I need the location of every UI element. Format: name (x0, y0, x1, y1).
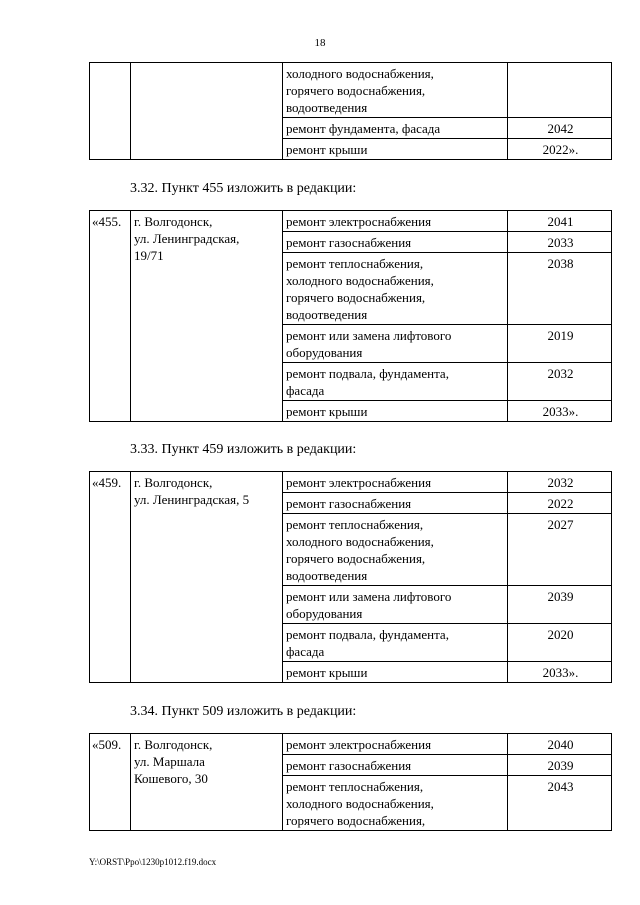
year-cell: 2033 (508, 232, 612, 253)
work-type-cell: ремонт теплоснабжения, холодного водоснабжения, горячего водоснабжения, (283, 776, 508, 831)
year-cell: 2019 (508, 325, 612, 363)
repair-table (89, 471, 612, 683)
year-cell: 2033». (508, 401, 612, 422)
work-type-cell: ремонт электроснабжения (283, 472, 508, 493)
table-row (90, 63, 612, 118)
work-type-cell: ремонт электроснабжения (283, 211, 508, 232)
work-type-cell: ремонт газоснабжения (283, 493, 508, 514)
work-type-cell: ремонт теплоснабжения, холодного водоснабжения, горячего водоснабжения, водоотведения (283, 253, 508, 325)
item-heading-509: 3.34. Пункт 509 изложить в редакции: (130, 704, 357, 719)
year-cell: 2041 (508, 211, 612, 232)
year-cell: 2022 (508, 493, 612, 514)
item-heading-455: 3.32. Пункт 455 изложить в редакции: (130, 181, 357, 196)
repair-table (89, 62, 612, 160)
repair-table (89, 733, 612, 831)
year-cell: 2042 (508, 118, 612, 139)
work-type-cell: ремонт крыши (283, 401, 508, 422)
item-number-cell (90, 63, 131, 160)
item-number-cell: «459. (90, 472, 131, 683)
work-type-cell: ремонт газоснабжения (283, 755, 508, 776)
year-cell: 2033». (508, 662, 612, 683)
work-type-cell: ремонт фундамента, фасада (283, 118, 508, 139)
work-type-cell: ремонт или замена лифтового оборудования (283, 325, 508, 363)
year-cell: 2027 (508, 514, 612, 586)
item-number-cell: «509. (90, 734, 131, 831)
year-cell: 2043 (508, 776, 612, 831)
year-cell: 2032 (508, 472, 612, 493)
year-cell (508, 63, 612, 118)
address-cell: г. Волгодонск, ул. Ленинградская, 19/71 (131, 211, 283, 422)
year-cell: 2038 (508, 253, 612, 325)
table-row (90, 734, 612, 755)
page-number: 18 (314, 37, 326, 49)
work-type-cell: ремонт подвала, фундамента, фасада (283, 363, 508, 401)
address-cell (131, 63, 283, 160)
work-type-cell: ремонт теплоснабжения, холодного водоснабжения, горячего водоснабжения, водоотведения (283, 514, 508, 586)
year-cell: 2020 (508, 624, 612, 662)
address-cell: г. Волгодонск, ул. Ленинградская, 5 (131, 472, 283, 683)
year-cell: 2040 (508, 734, 612, 755)
work-type-cell: ремонт подвала, фундамента, фасада (283, 624, 508, 662)
item-heading-459: 3.33. Пункт 459 изложить в редакции: (130, 442, 357, 457)
table-row (90, 472, 612, 493)
work-type-cell: ремонт крыши (283, 662, 508, 683)
work-type-cell: ремонт электроснабжения (283, 734, 508, 755)
year-cell: 2022». (508, 139, 612, 160)
item-number-cell: «455. (90, 211, 131, 422)
year-cell: 2032 (508, 363, 612, 401)
work-type-cell: ремонт крыши (283, 139, 508, 160)
year-cell: 2039 (508, 586, 612, 624)
table-row (90, 211, 612, 232)
work-type-cell: ремонт или замена лифтового оборудования (283, 586, 508, 624)
repair-table (89, 210, 612, 422)
work-type-cell: холодного водоснабжения, горячего водоснабжения, водоотведения (283, 63, 508, 118)
address-cell: г. Волгодонск, ул. Маршала Кошевого, 30 (131, 734, 283, 831)
footer-file-path: Y:\ORST\Ppo\1230p1012.f19.docx (89, 857, 217, 867)
work-type-cell: ремонт газоснабжения (283, 232, 508, 253)
year-cell: 2039 (508, 755, 612, 776)
